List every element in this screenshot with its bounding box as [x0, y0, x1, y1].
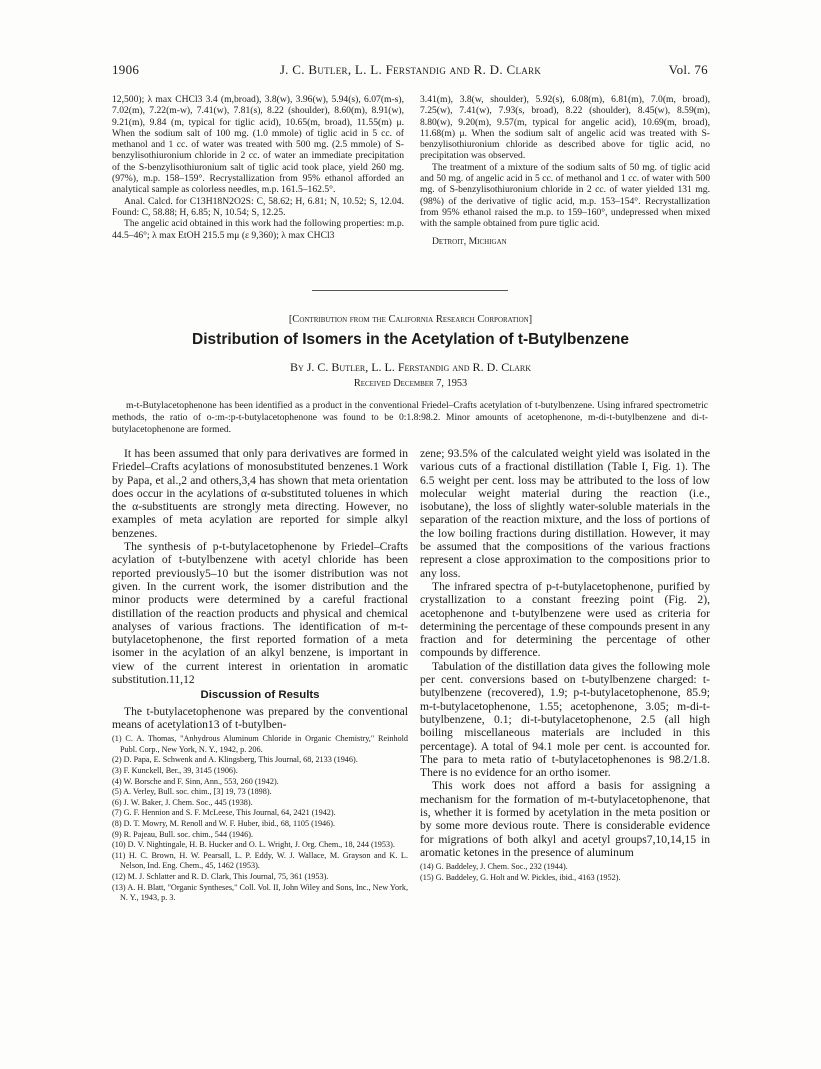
- contribution-line: [Contribution from the California Research Corporation]: [288, 314, 533, 325]
- footnotes-right: [420, 862, 710, 883]
- footnote: (5) A. Verley, Bull. soc. chim., [3] 19, 73 (1898).: [112, 787, 272, 797]
- footnote: (8) D. T. Mowry, M. Renoll and W. F. Huber, ibid., 68, 1105 (1946).: [112, 818, 336, 828]
- section-heading: Discussion of Results: [200, 689, 320, 702]
- article-left-column: [112, 447, 408, 904]
- results-para-3: Tabulation of the distillation data gives the following mole per cent. conversions based on t-butylbenzene charged: t-butylbenzene (recovered), 1.9; p-t-butylacetophenone, 85.9; m-t-butylacetophenone, 1.55; acetophenone, 3.05; m-di-t-butylbenzene, 0.1; di-t-butylacetophenone, 2.5 (all high boiling miscellaneous materials are included in this percentage). A total of 94.1 mole per cent. is accounted for. The para to meta ratio of t-butylacetophenones is 98.2/1.8. There is no evidence for an ortho isomer.: [420, 659, 710, 780]
- results-para-2: The infrared spectra of p-t-butylacetophenone, purified by crystallization to a constant freezing point (Fig. 2), acetophenone and t-butylbenzene were used as criteria for determining the percentage of these compounds present in any fraction and for determining the percentage of other compounds by difference.: [420, 579, 710, 660]
- footnote: (4) W. Borsche and F. Sinn, Ann., 553, 260 (1942).: [112, 776, 279, 786]
- footnote: (6) J. W. Baker, J. Chem. Soc., 445 (1938).: [112, 797, 253, 807]
- discussion-para-start: The t-butylacetophenone was prepared by the conventional means of acetylation13 of t-butylben-: [112, 704, 408, 731]
- abstract: m-t-Butylacetophenone has been identified as a product in the conventional Friedel–Crafts acetylation of t-butylbenzene. Using infrared spectrometric methods, the ratio of o-:m-:p-t-butylacetophenone was found to be 0:1.8:98.2. Minor amounts of acetophenone, m-di-t-butylbenzene and di-t-butylacetophenone are formed.: [112, 400, 708, 435]
- footnote: (15) G. Baddeley, G. Holt and W. Pickles, ibid., 4163 (1952).: [420, 872, 621, 882]
- section-divider: [312, 290, 508, 291]
- prev-right-para-1: 3.41(m), 3.8(w, shoulder), 5.92(s), 6.08(m), 6.81(m), 7.0(m, broad), 7.25(w), 7.41(w), 7.93(s, broad), 8.22 (shoulder), 8.45(w), 8.59(m), 8.80(w), 9.20(m), 9.57(m, typical for angelic acid), 10.69(m, broad), 11.68(m) μ. When the sodium salt of angelic acid was treated with S-benzylisothiuronium chloride as described above for tiglic acid, no precipitation was observed.: [420, 94, 710, 162]
- footnote: (9) R. Pajeau, Bull. soc. chim., 544 (1946).: [112, 829, 253, 839]
- intro-para-1: It has been assumed that only para derivatives are formed in Friedel–Crafts acylations of monosubstituted benzenes.1 Work by Papa, et al.,2 and others,3,4 has shown that meta orientation does occur in the acylations of α-substituted toluenes in which the α-substituents are strongly meta directing. However, no examples of meta acylation are reported for simple alkyl benzenes.: [112, 447, 408, 540]
- prev-left-para-1: 12,500); λ max CHCl3 3.4 (m,broad), 3.8(w), 3.96(w), 5.94(s), 6.07(m-s), 7.02(m), 7.22(m-w), 7.41(w), 7.81(s), 8.22 (shoulder), 8.60(m), 8.91(w), 9.21(m), 9.84 (m, typical for tiglic acid), 10.65(m, broad), 11.55(m) μ. When the sodium salt of 100 mg. (1.0 mmole) of tiglic acid in 5 cc. of methanol and 1 cc. of water was treated with 500 mg. (2.5 mmole) of S-benzylisothiuronium chloride in 2 cc. of water an immediate precipitation of the S-benzylisothiuronium salt of tiglic acid took place, yield 260 mg. (97%), m.p. 158–159°. Recrystallization from 95% ethanol afforded an analytical sample as colorless needles, m.p. 161.5–162.5°.: [112, 94, 404, 196]
- prev-left-para-2: Anal. Calcd. for C13H18N2O2S: C, 58.62; H, 6.81; N, 10.52; S, 12.04. Found: C, 58.88; H, 6.85; N, 10.54; S, 12.25.: [112, 195, 404, 218]
- footnote: (10) D. V. Nightingale, H. B. Hucker and O. L. Wright, J. Org. Chem., 18, 244 (1953).: [112, 840, 395, 850]
- page-number: 1906: [112, 62, 140, 77]
- results-para-4: This work does not afford a basis for assigning a mechanism for the formation of m-t-butylacetophenone, that is, whether it is formed by acetylation in the meta position or by some more devious route. There is considerable evidence for migrations of both alkyl and acetyl groups7,10,14,15 in aromatic ketones in the presence of aluminum: [420, 779, 710, 859]
- prev-right-para-2: The treatment of a mixture of the sodium salts of 50 mg. of tiglic acid and 50 mg. of angelic acid in 5 cc. of methanol and 1 cc. of water with 500 mg. of S-benzylisothiuronium chloride in 2 cc. of water yielded 131 mg. (98%) of the derivative of tiglic acid, m.p. 153–154°. Recrystallization from 95% ethanol raised the m.p. to 159–160°, undepressed when mixed with the sample obtained from pure tiglic acid.: [420, 161, 710, 230]
- article-right-column: [420, 447, 710, 883]
- footnotes-left: [112, 734, 408, 904]
- results-para-1: zene; 93.5% of the calculated weight yield was isolated in the various cuts of a fractional distillation (Table I, Fig. 1). The 6.5 weight per cent. loss may be attributed to the loss of low molecular weight material during the reaction (i.e., isobutane), the loss of slightly water-soluble materials in the separation of the reaction mixture, and the loss of portions of the low boiling fractions during distillation. However, it may be assumed that the compositions of the various fractions represent a close approximation to the compositions prior to any loss.: [420, 447, 710, 580]
- footnote: (3) F. Kunckell, Ber., 39, 3145 (1906).: [112, 766, 238, 776]
- footnote: (11) H. C. Brown, H. W. Pearsall, L. P. Eddy, W. J. Wallace, M. Grayson and K. L. Nelson, Ind. Eng. Chem., 45, 1462 (1953).: [112, 850, 408, 871]
- intro-para-2: The synthesis of p-t-butylacetophenone by Friedel–Crafts acylation of t-butylbenzene with acetyl chloride has been reported previously5–10 but the isomer distribution was not given. In the current work, the isomer distribution and the minor products were determined by a careful fractional distillation of the reaction products and physical and chemical analyses of various fractions. The identification of m-t-butylacetophenone, the first reported formation of a meta isomer in the acylation of an alkyl benzene, is important in view of the current interest in orientation in aromatic substitution.11,12: [112, 540, 408, 687]
- byline: By J. C. Butler, L. L. Ferstandig and R. D. Clark: [289, 360, 532, 374]
- footnote: (1) C. A. Thomas, "Anhydrous Aluminum Chloride in Organic Chemistry," Reinhold Publ. Corp., New York, N. Y., 1942, p. 206.: [112, 734, 408, 754]
- received-date: Received December 7, 1953: [353, 378, 468, 389]
- location-line: Detroit, Michigan: [432, 235, 507, 247]
- footnote: (14) G. Baddeley, J. Chem. Soc., 232 (1944).: [420, 862, 568, 872]
- volume-label: Vol. 76: [668, 62, 708, 77]
- footnote: (2) D. Papa, E. Schwenk and A. Klingsberg, This Journal, 68, 2133 (1946).: [112, 755, 358, 765]
- footnote: (13) A. H. Blatt, "Organic Syntheses," Coll. Vol. II, John Wiley and Sons, Inc., New York, N. Y., 1943, p. 3.: [112, 882, 408, 903]
- article-title: Distribution of Isomers in the Acetylation of t-Butylbenzene: [192, 331, 629, 348]
- footnote: (12) M. J. Schlatter and R. D. Clark, This Journal, 75, 361 (1953).: [112, 871, 329, 881]
- previous-article-right-column: [420, 94, 710, 247]
- running-header-authors: J. C. Butler, L. L. Ferstandig and R. D. Clark: [279, 62, 542, 77]
- previous-article-left-column: [112, 94, 404, 241]
- prev-left-para-3: The angelic acid obtained in this work had the following properties: m.p. 44.5–46°; λ max EtOH 215.5 mμ (ε 9,360); λ max CHCl3: [112, 218, 405, 241]
- footnote: (7) G. F. Hennion and S. F. McLeese, This Journal, 64, 2421 (1942).: [112, 808, 336, 818]
